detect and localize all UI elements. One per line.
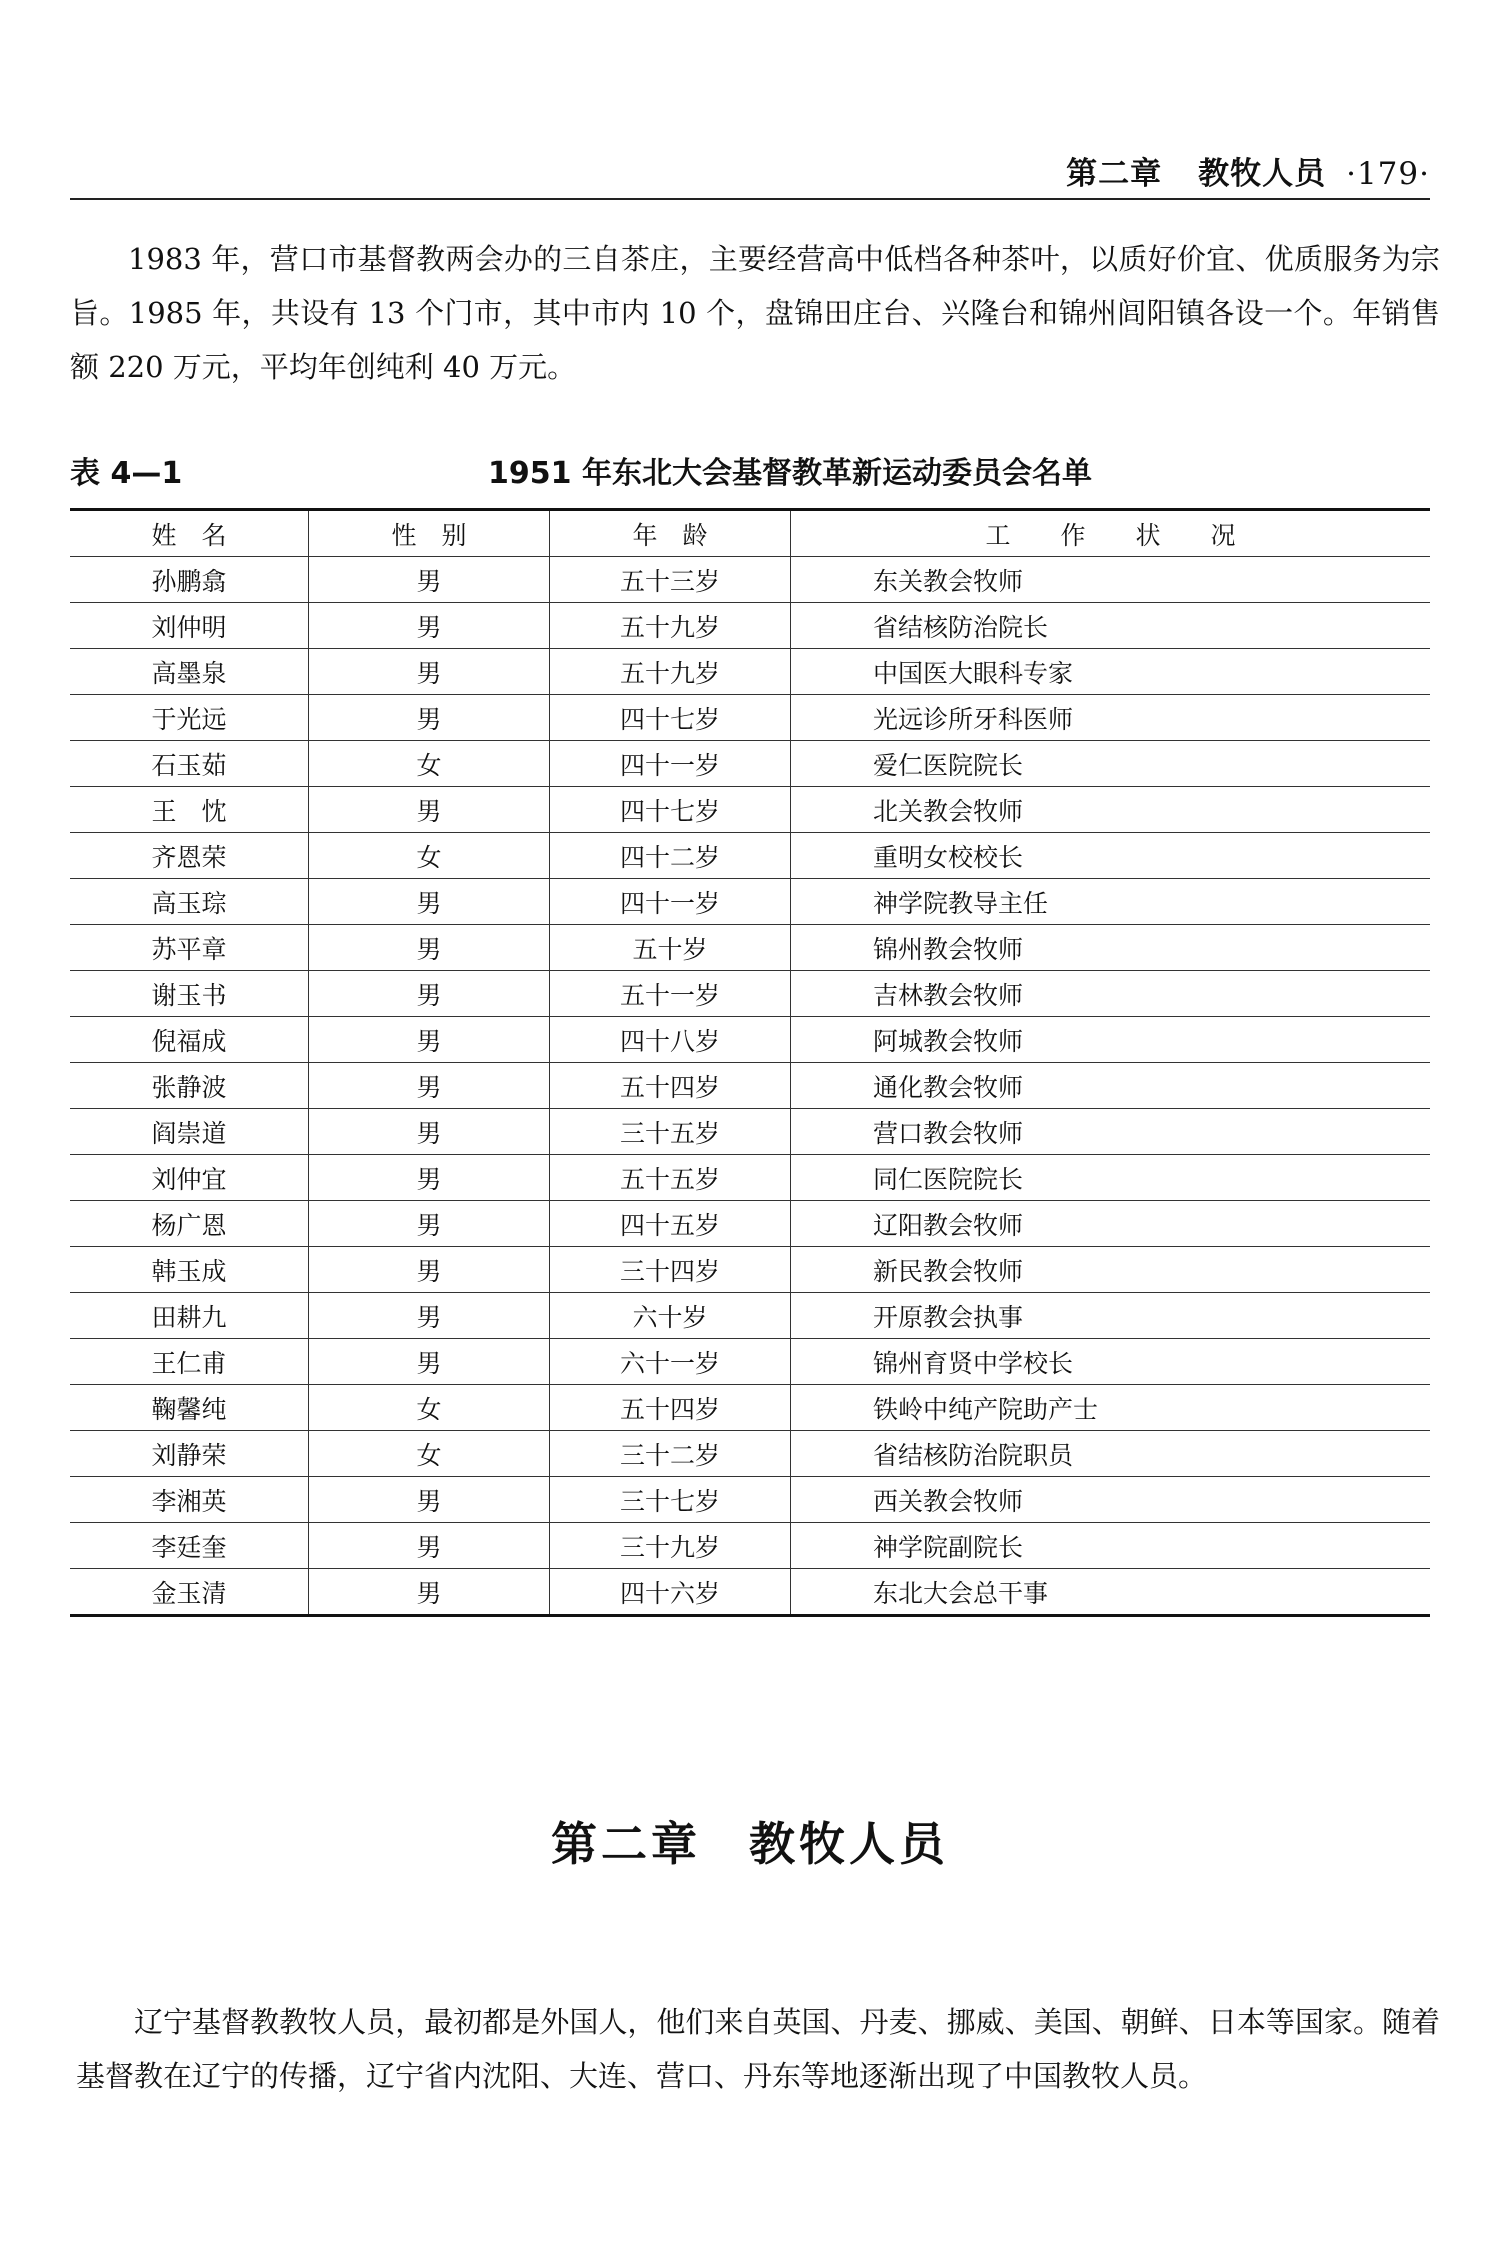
- running-head-chapter: 第二章: [1066, 156, 1163, 192]
- table-row: [70, 1523, 1430, 1569]
- table-row: [70, 1477, 1430, 1523]
- table-body: [70, 557, 1430, 1616]
- cell-name: 苏平章: [70, 925, 309, 971]
- chapter-number: 第二章: [551, 1817, 701, 1871]
- table-row: [70, 1339, 1430, 1385]
- cell-sex: 男: [309, 1063, 550, 1109]
- cell-work-status: 开原教会执事: [791, 1293, 1431, 1339]
- cell-sex: 男: [309, 1339, 550, 1385]
- cell-age: 三十九岁: [550, 1523, 791, 1569]
- cell-work-status: 中国医大眼科专家: [791, 649, 1431, 695]
- cell-sex: 男: [309, 603, 550, 649]
- cell-work-status: 重明女校校长: [791, 833, 1431, 879]
- table-header-row: [70, 510, 1430, 557]
- cell-age: 四十七岁: [550, 787, 791, 833]
- header-work-status: 工 作 状 况: [791, 510, 1431, 557]
- header-name: 姓 名: [70, 510, 309, 557]
- table-row: [70, 971, 1430, 1017]
- cell-age: 六十一岁: [550, 1339, 791, 1385]
- cell-sex: 男: [309, 649, 550, 695]
- cell-sex: 男: [309, 971, 550, 1017]
- table-row: [70, 557, 1430, 603]
- cell-name: 李廷奎: [70, 1523, 309, 1569]
- cell-name: 孙鹏翕: [70, 557, 309, 603]
- committee-roster-table: [70, 508, 1430, 1617]
- cell-name: 田耕九: [70, 1293, 309, 1339]
- cell-sex: 女: [309, 833, 550, 879]
- cell-age: 四十六岁: [550, 1569, 791, 1616]
- table-row: [70, 1063, 1430, 1109]
- cell-work-status: 神学院教导主任: [791, 879, 1431, 925]
- cell-work-status: 营口教会牧师: [791, 1109, 1431, 1155]
- cell-age: 五十五岁: [550, 1155, 791, 1201]
- cell-sex: 男: [309, 1523, 550, 1569]
- cell-name: 韩玉成: [70, 1247, 309, 1293]
- cell-age: 四十一岁: [550, 741, 791, 787]
- table-row: [70, 787, 1430, 833]
- cell-work-status: 北关教会牧师: [791, 787, 1431, 833]
- cell-age: 四十七岁: [550, 695, 791, 741]
- cell-name: 刘静荣: [70, 1431, 309, 1477]
- running-head: [70, 140, 1430, 200]
- cell-sex: 男: [309, 879, 550, 925]
- cell-name: 刘仲宜: [70, 1155, 309, 1201]
- cell-age: 三十四岁: [550, 1247, 791, 1293]
- cell-sex: 男: [309, 925, 550, 971]
- table-row: [70, 1201, 1430, 1247]
- table-row: [70, 925, 1430, 971]
- cell-sex: 男: [309, 1109, 550, 1155]
- cell-name: 齐恩荣: [70, 833, 309, 879]
- cell-sex: 男: [309, 787, 550, 833]
- cell-work-status: 爱仁医院院长: [791, 741, 1431, 787]
- table-row: [70, 1017, 1430, 1063]
- table-id: 表 4—1: [70, 456, 183, 491]
- cell-sex: 女: [309, 1385, 550, 1431]
- cell-name: 石玉茹: [70, 741, 309, 787]
- table-row: [70, 1431, 1430, 1477]
- cell-name: 王仁甫: [70, 1339, 309, 1385]
- table-row: [70, 833, 1430, 879]
- cell-age: 五十九岁: [550, 649, 791, 695]
- table-row: [70, 1109, 1430, 1155]
- cell-name: 阎崇道: [70, 1109, 309, 1155]
- paragraph-tea-shop: 1983 年，营口市基督教两会办的三自茶庄，主要经营高中低档各种茶叶，以质好价宜、优质服务为宗旨。1985 年，共设有 13 个门市，其中市内 10 个，盘锦田庄台、兴隆台和锦州闾阳镇各设一个。年销售额 220 万元，平均年创纯利 40 万元。: [70, 242, 1440, 384]
- cell-sex: 男: [309, 695, 550, 741]
- cell-age: 五十九岁: [550, 603, 791, 649]
- cell-work-status: 同仁医院院长: [791, 1155, 1431, 1201]
- table-row: [70, 1385, 1430, 1431]
- cell-work-status: 铁岭中纯产院助产士: [791, 1385, 1431, 1431]
- table-row: [70, 741, 1430, 787]
- cell-work-status: 新民教会牧师: [791, 1247, 1431, 1293]
- cell-work-status: 辽阳教会牧师: [791, 1201, 1431, 1247]
- cell-sex: 男: [309, 1569, 550, 1616]
- table-row: [70, 695, 1430, 741]
- cell-work-status: 神学院副院长: [791, 1523, 1431, 1569]
- cell-name: 张静波: [70, 1063, 309, 1109]
- chapter-name: 教牧人员: [749, 1817, 949, 1871]
- table-title: 1951 年东北大会基督教革新运动委员会名单: [488, 456, 1092, 491]
- cell-work-status: 东关教会牧师: [791, 557, 1431, 603]
- running-head-section: 教牧人员: [1198, 156, 1327, 192]
- table-row: [70, 603, 1430, 649]
- table-row: [70, 1155, 1430, 1201]
- table-row: [70, 1569, 1430, 1616]
- cell-work-status: 西关教会牧师: [791, 1477, 1431, 1523]
- cell-sex: 女: [309, 1431, 550, 1477]
- cell-age: 五十岁: [550, 925, 791, 971]
- cell-age: 四十八岁: [550, 1017, 791, 1063]
- cell-sex: 男: [309, 1017, 550, 1063]
- cell-sex: 男: [309, 1201, 550, 1247]
- cell-name: 李湘英: [70, 1477, 309, 1523]
- running-head-text: [1066, 148, 1430, 193]
- paragraph-clergy-intro: 辽宁基督教教牧人员，最初都是外国人，他们来自英国、丹麦、挪威、美国、朝鲜、日本等国家。随着基督教在辽宁的传播，辽宁省内沈阳、大连、营口、丹东等地逐渐出现了中国教牧人员。: [76, 2005, 1440, 2093]
- cell-sex: 女: [309, 741, 550, 787]
- cell-age: 四十一岁: [550, 879, 791, 925]
- cell-name: 高玉琮: [70, 879, 309, 925]
- cell-age: 三十二岁: [550, 1431, 791, 1477]
- cell-work-status: 东北大会总干事: [791, 1569, 1431, 1616]
- cell-age: 五十一岁: [550, 971, 791, 1017]
- cell-sex: 男: [309, 557, 550, 603]
- cell-sex: 男: [309, 1293, 550, 1339]
- cell-age: 六十岁: [550, 1293, 791, 1339]
- cell-name: 王 忱: [70, 787, 309, 833]
- page-number: ·179·: [1346, 156, 1430, 192]
- cell-age: 三十七岁: [550, 1477, 791, 1523]
- cell-work-status: 锦州教会牧师: [791, 925, 1431, 971]
- cell-name: 于光远: [70, 695, 309, 741]
- cell-age: 五十四岁: [550, 1063, 791, 1109]
- cell-work-status: 省结核防治院长: [791, 603, 1431, 649]
- cell-age: 四十二岁: [550, 833, 791, 879]
- cell-name: 倪福成: [70, 1017, 309, 1063]
- cell-age: 三十五岁: [550, 1109, 791, 1155]
- header-age: 年 龄: [550, 510, 791, 557]
- table-row: [70, 649, 1430, 695]
- cell-work-status: 阿城教会牧师: [791, 1017, 1431, 1063]
- header-sex: 性 别: [309, 510, 550, 557]
- table-caption: [70, 448, 1440, 494]
- cell-name: 杨广恩: [70, 1201, 309, 1247]
- cell-work-status: 锦州育贤中学校长: [791, 1339, 1431, 1385]
- cell-name: 刘仲明: [70, 603, 309, 649]
- cell-work-status: 通化教会牧师: [791, 1063, 1431, 1109]
- cell-name: 高墨泉: [70, 649, 309, 695]
- cell-sex: 男: [309, 1247, 550, 1293]
- cell-name: 鞠馨纯: [70, 1385, 309, 1431]
- cell-age: 五十四岁: [550, 1385, 791, 1431]
- table-row: [70, 1293, 1430, 1339]
- cell-name: 谢玉书: [70, 971, 309, 1017]
- cell-age: 五十三岁: [550, 557, 791, 603]
- cell-age: 四十五岁: [550, 1201, 791, 1247]
- table-row: [70, 1247, 1430, 1293]
- chapter-title: [0, 1808, 1500, 1874]
- cell-sex: 男: [309, 1477, 550, 1523]
- cell-work-status: 省结核防治院职员: [791, 1431, 1431, 1477]
- table-row: [70, 879, 1430, 925]
- cell-work-status: 光远诊所牙科医师: [791, 695, 1431, 741]
- cell-sex: 男: [309, 1155, 550, 1201]
- cell-work-status: 吉林教会牧师: [791, 971, 1431, 1017]
- cell-name: 金玉清: [70, 1569, 309, 1616]
